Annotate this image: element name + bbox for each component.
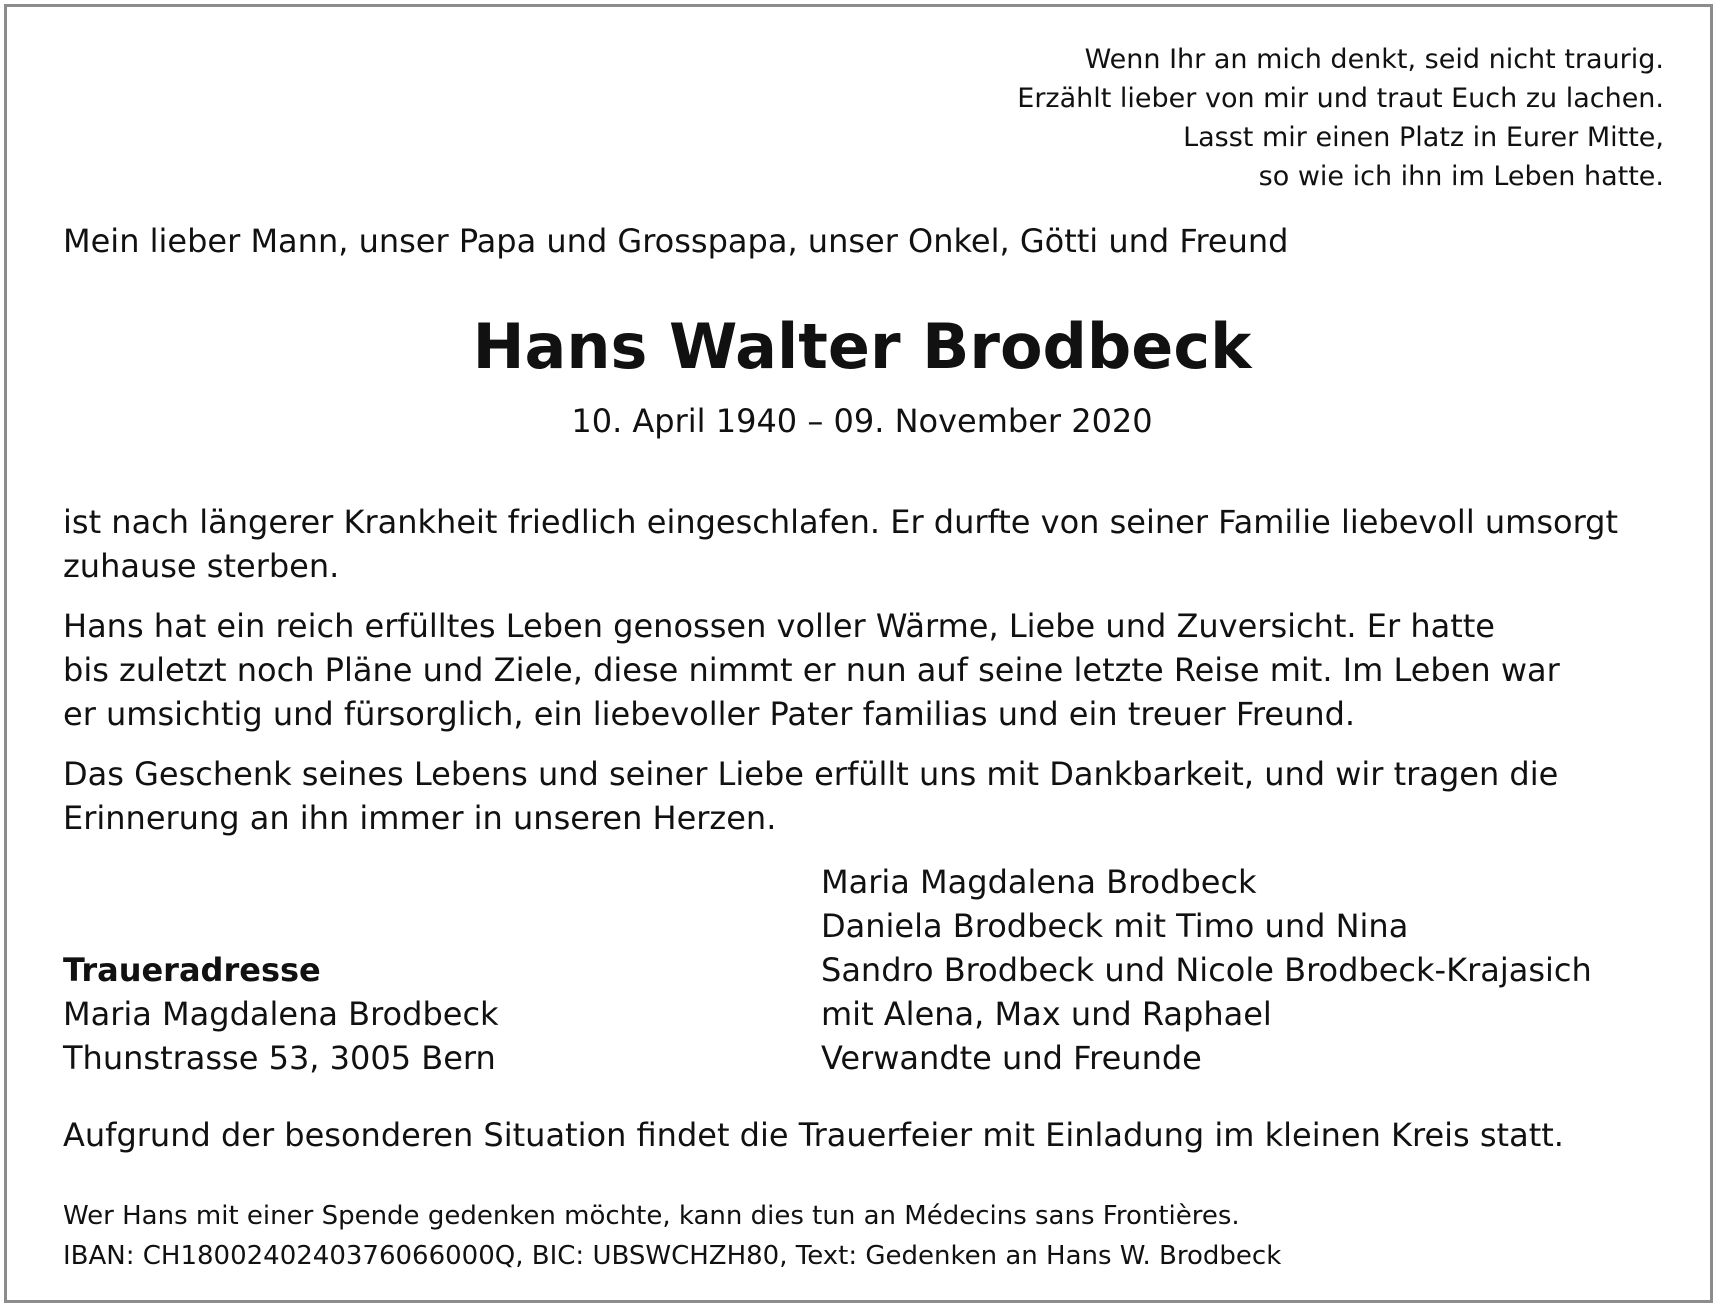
- donation-bank-details: IBAN: CH1800240240376066000Q, BIC: UBSWCHZH80, Text: Gedenken an Hans W. Brodbeck: [63, 1241, 1282, 1271]
- mourner-line: Sandro Brodbeck und Nicole Brodbeck-Krajasich: [821, 951, 1592, 989]
- paragraph-line: ist nach längerer Krankheit friedlich eingeschlafen. Er durfte von seiner Familie liebevoll umsorgt: [63, 503, 1619, 541]
- poem-line: Wenn Ihr an mich denkt, seid nicht traurig.: [1084, 44, 1664, 75]
- paragraph-life: [63, 604, 1663, 736]
- donation-line: Wer Hans mit einer Spende gedenken möchte, kann dies tun an Médecins sans Frontières.: [63, 1201, 1240, 1231]
- address-street: Thunstrasse 53, 3005 Bern: [63, 1039, 496, 1077]
- life-dates: 10. April 1940 – 09. November 2020: [571, 402, 1153, 440]
- address-name: Maria Magdalena Brodbeck: [63, 995, 499, 1033]
- mourners-list: [821, 860, 1592, 1080]
- mourning-address: [63, 948, 499, 1080]
- deceased-name: Hans Walter Brodbeck: [472, 310, 1252, 383]
- paragraph-passing: [63, 500, 1663, 588]
- paragraph-gratitude: [63, 752, 1663, 840]
- paragraph-line: Erinnerung an ihn immer in unseren Herzen.: [63, 799, 777, 837]
- paragraph-line: bis zuletzt noch Pläne und Ziele, diese nimmt er nun auf seine letzte Reise mit. Im Leben war: [63, 651, 1560, 689]
- mourner-line: Verwandte und Freunde: [821, 1039, 1202, 1077]
- paragraph-line: er umsichtig und fürsorglich, ein liebevoller Pater familias und ein treuer Freund.: [63, 695, 1356, 733]
- poem-line: Lasst mir einen Platz in Eurer Mitte,: [1183, 122, 1664, 153]
- donation-note: [63, 1196, 1281, 1276]
- poem-line: Erzählt lieber von mir und traut Euch zu lachen.: [1017, 83, 1664, 114]
- mourner-line: mit Alena, Max und Raphael: [821, 995, 1272, 1033]
- paragraph-line: Das Geschenk seines Lebens und seiner Liebe erfüllt uns mit Dankbarkeit, und wir tragen die: [63, 755, 1559, 793]
- paragraph-line: zuhause sterben.: [63, 547, 340, 585]
- address-heading: Traueradresse: [63, 951, 321, 989]
- poem-line: so wie ich ihn im Leben hatte.: [1258, 161, 1664, 192]
- poem: [1017, 40, 1664, 196]
- mourner-line: Maria Magdalena Brodbeck: [821, 863, 1257, 901]
- intro-line: Mein lieber Mann, unser Papa und Grosspapa, unser Onkel, Götti und Freund: [63, 222, 1289, 260]
- mourner-line: Daniela Brodbeck mit Timo und Nina: [821, 907, 1409, 945]
- ceremony-note: Aufgrund der besonderen Situation findet die Trauerfeier mit Einladung im kleinen Kreis statt.: [63, 1116, 1564, 1154]
- paragraph-line: Hans hat ein reich erfülltes Leben genossen voller Wärme, Liebe und Zuversicht. Er hatte: [63, 607, 1495, 645]
